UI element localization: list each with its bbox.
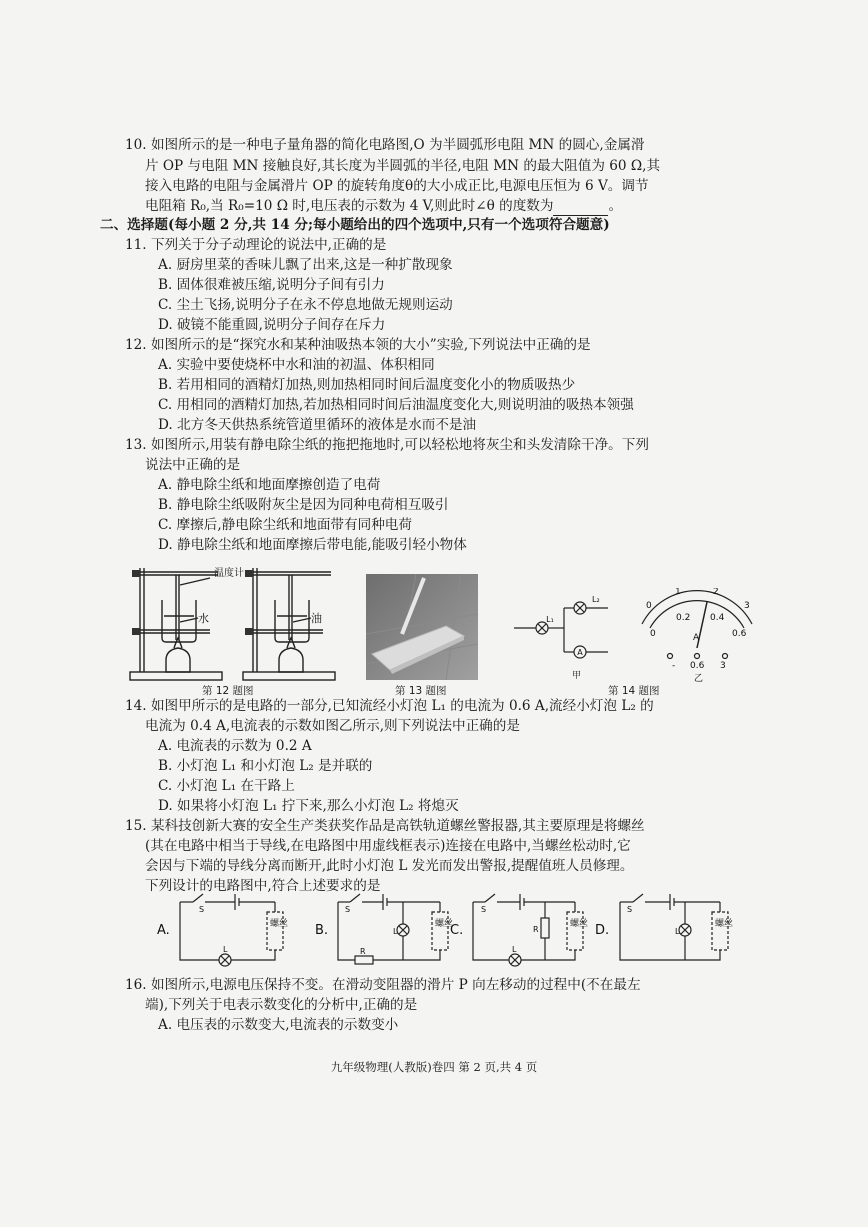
b-switch-label: S (345, 905, 351, 914)
a-lamp-label: L (223, 945, 228, 954)
tick-bot-3: 0.6 (732, 629, 747, 639)
l1-label: L₁ (546, 615, 554, 624)
fig13-mop-photo (366, 574, 478, 680)
q11-option-b: B. 固体很难被压缩,说明分子间有引力 (158, 277, 385, 293)
c-switch-label: S (481, 905, 487, 914)
c-resistor-label: R (533, 925, 539, 934)
l2-label: L₂ (592, 595, 600, 604)
fig13-caption: 第 13 题图 (395, 685, 447, 697)
option-c-label: C. (450, 923, 464, 938)
d-screw-label: 螺丝 (715, 919, 734, 929)
terminal-minus: - (672, 661, 676, 671)
ammeter-label: A (577, 648, 583, 657)
q16-line2: 端),下列关于电表示数变化的分析中,正确的是 (145, 997, 418, 1013)
page-footer: 九年级物理(人教版)卷四 第 2 页,共 4 页 (330, 1060, 538, 1074)
fig12-heating-apparatus (128, 560, 353, 684)
q13-option-b: B. 静电除尘纸吸附灰尘是因为同种电荷相互吸引 (158, 497, 449, 513)
option-a-label: A. (157, 923, 170, 938)
section-heading: 二、选择题(每小题 2 分,共 14 分;每小题给出的四个选项中,只有一个选项符合题意) (100, 217, 610, 233)
q16-option-a: A. 电压表的示数变大,电流表的示数变小 (158, 1017, 399, 1033)
option-b-label: B. (315, 923, 329, 938)
option-d-label: D. (595, 923, 610, 938)
water-label: 水 (198, 612, 209, 625)
q16-line1: 16. 如图所示,电源电压保持不变。在滑动变阻器的滑片 P 向左移动的过程中(不在最左 (125, 977, 641, 993)
b-resistor-label: R (360, 947, 366, 956)
fig12-caption: 第 12 题图 (202, 685, 254, 697)
q14-option-b: B. 小灯泡 L₁ 和小灯泡 L₂ 是并联的 (158, 758, 373, 774)
q15-line1: 15. 某科技创新大赛的安全生产类获奖作品是高铁轨道螺丝警报器,其主要原理是将螺丝 (125, 818, 645, 834)
d-switch-label: S (627, 905, 633, 914)
q11-option-d: D. 破镜不能重圆,说明分子间存在斥力 (158, 317, 386, 333)
terminal-0.6: 0.6 (690, 661, 705, 671)
tick-top-1: 1 (675, 588, 681, 597)
d-lamp-label: L (675, 927, 680, 936)
q15-line3: 会因与下端的导线分离而断开,此时小灯泡 L 发光而发出警报,提醒值班人员修理。 (145, 858, 634, 874)
q10-line3: 接入电路的电阻与金属滑片 OP 的旋转角度θ的大小成正比,电源电压恒为 6 V。调节 (145, 178, 649, 194)
c-screw-label: 螺丝 (570, 919, 589, 929)
oil-label: 油 (311, 612, 322, 625)
q15-line2: (其在电路中相当于导线,在电路图中用虚线框表示)连接在电路中,当螺丝松动时,它 (145, 838, 631, 854)
q13-stem-line2: 说法中正确的是 (145, 457, 241, 473)
q10-line2: 片 OP 与电阻 MN 接触良好,其长度为半圆弧的半径,电阻 MN 的最大阻值为 60 Ω,其 (145, 158, 661, 174)
q11-option-a: A. 厨房里菜的香味儿飘了出来,这是一种扩散现象 (158, 257, 453, 273)
b-lamp-label: L (393, 927, 398, 936)
tick-top-0: 0 (646, 601, 652, 611)
tick-top-3: 3 (744, 601, 750, 611)
q10-line4-end: 。 (608, 198, 623, 214)
q12-option-c: C. 用相同的酒精灯加热,若加热相同时间后油温度变化大,则说明油的吸热本领强 (158, 397, 634, 413)
b-screw-label: 螺丝 (435, 919, 454, 929)
q13-option-c: C. 摩擦后,静电除尘纸和地面带有同种电荷 (158, 517, 412, 533)
answer-blank[interactable] (553, 201, 608, 216)
terminal-3: 3 (720, 661, 726, 671)
thermometer-label: 温度计 (214, 568, 244, 579)
q11-stem: 11. 下列关于分子动理论的说法中,正确的是 (125, 237, 387, 253)
a-switch-label: S (199, 905, 205, 914)
q14-stem-line1: 14. 如图甲所示的是电路的一部分,已知流经小灯泡 L₁ 的电流为 0.6 A,流经小灯泡 L₂ 的 (125, 698, 654, 714)
q12-stem: 12. 如图所示的是“探究水和某种油吸热本领的大小”实验,下列说法中正确的是 (125, 337, 591, 353)
q12-option-d: D. 北方冬天供热系统管道里循环的液体是水而不是油 (158, 417, 477, 433)
q10-line4 (145, 197, 622, 216)
tick-bot-2: 0.4 (710, 613, 725, 623)
fig14-caption: 第 14 题图 (608, 685, 660, 697)
q14-stem-line2: 电流为 0.4 A,电流表的示数如图乙所示,则下列说法中正确的是 (145, 718, 520, 734)
yi-label: 乙 (694, 674, 704, 684)
c-lamp-label: L (512, 945, 517, 954)
tick-bot-0: 0 (650, 629, 656, 639)
tick-top-2: 2 (713, 588, 719, 597)
q12-option-b: B. 若用相同的酒精灯加热,则加热相同时间后温度变化小的物质吸热少 (158, 377, 576, 393)
tick-bot-1: 0.2 (676, 613, 691, 623)
q13-option-d: D. 静电除尘纸和地面摩擦后带电能,能吸引轻小物体 (158, 537, 467, 553)
q13-option-a: A. 静电除尘纸和地面摩擦创造了电荷 (158, 477, 381, 493)
fig14-circuit-and-ammeter (510, 588, 760, 684)
q10-line4-text: 电阻箱 R₀,当 R₀=10 Ω 时,电压表的示数为 4 V,则此时∠θ 的度数为 (145, 198, 554, 214)
q15-line4: 下列设计的电路图中,符合上述要求的是 (145, 878, 381, 894)
jia-label: 甲 (572, 671, 582, 681)
q12-option-a: A. 实验中要使烧杯中水和油的初温、体积相同 (158, 357, 435, 373)
q13-stem-line1: 13. 如图所示,用装有静电除尘纸的拖把拖地时,可以轻松地将灰尘和头发清除干净。下列 (125, 437, 649, 453)
q14-option-d: D. 如果将小灯泡 L₁ 拧下来,那么小灯泡 L₂ 将熄灭 (158, 798, 459, 814)
q15-circuit-options (155, 882, 755, 972)
q10-line1: 10. 如图所示的是一种电子量角器的简化电路图,O 为半圆弧形电阻 MN 的圆心,金属滑 (125, 137, 645, 153)
q14-option-c: C. 小灯泡 L₁ 在干路上 (158, 778, 295, 794)
a-screw-label: 螺丝 (270, 919, 289, 929)
q11-option-c: C. 尘土飞扬,说明分子在永不停息地做无规则运动 (158, 297, 453, 313)
q14-option-a: A. 电流表的示数为 0.2 A (158, 738, 312, 754)
meter-unit: A (693, 633, 700, 643)
